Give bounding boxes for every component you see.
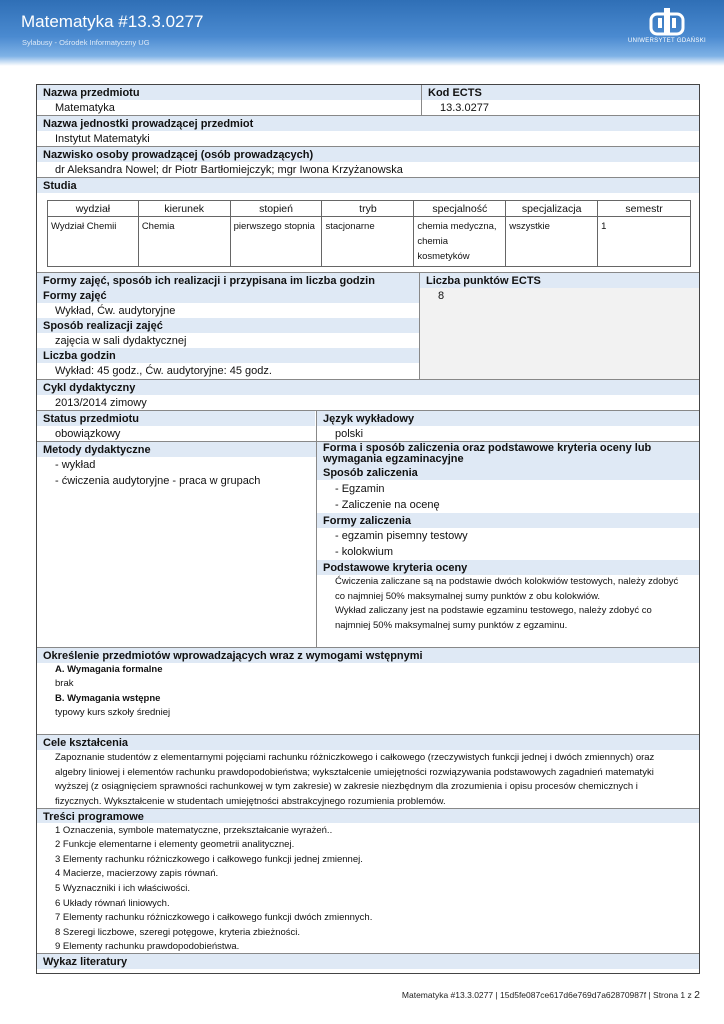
program-label: Treści programowe [37, 809, 699, 823]
studia-table [47, 200, 691, 267]
col-specjalnosc: specjalność [414, 201, 506, 217]
col-kierunek: kierunek [138, 201, 230, 217]
assessment-label: Forma i sposób zaliczenia oraz podstawowe kryteria oceny lub wymagania egzaminacyjne [317, 442, 699, 465]
assessment-way-item-1: - Egzamin [335, 483, 385, 495]
col-stopien: stopień [230, 201, 322, 217]
page-title: Matematyka #13.3.0277 [21, 12, 204, 31]
entry-req-value: typowy kurs szkoły średniej [55, 707, 171, 718]
status-label: Status przedmiotu [37, 411, 315, 426]
criteria-line-2: co najmniej 50% maksymalnej sumy punktów z obu kolokwiów. [335, 591, 601, 602]
language-value: polski [335, 428, 364, 440]
course-name: Matematyka [55, 102, 115, 114]
program-item-8: 8 Szeregi liczbowe, szeregi potęgowe, kryteria zbieżności. [55, 927, 301, 938]
footer-text: Matematyka #13.3.0277 | 15d5fe087ce617d6e769d7a62870987f | Strona 1 z [401, 990, 692, 1000]
ects-points: 8 [438, 290, 445, 302]
program-item-4: 4 Macierze, macierzowy zapis równań. [55, 868, 219, 879]
forms-label: Formy zajęć, sposób ich realizacji i przypisana im liczba godzin [37, 273, 419, 288]
methods-label: Metody dydaktyczne [37, 442, 316, 457]
forms-method-label: Sposób realizacji zajęć [37, 318, 419, 333]
cycle-label: Cykl dydaktyczny [37, 380, 699, 395]
assessment-forms-item-1: - egzamin pisemny testowy [335, 530, 468, 542]
assessment-criteria-label: Podstawowe kryteria oceny [317, 560, 699, 575]
methods-item-2: - ćwiczenia audytoryjne - praca w grupach [55, 475, 261, 487]
university-logo [622, 6, 712, 52]
assessment-way-item-2: - Zaliczenie na ocenę [335, 499, 440, 511]
logo-text: UNIWERSYTET GDAŃSKI [628, 38, 706, 44]
goals-line-2: algebry liniowej i elementów rachunku prawdopodobieństwa; wykształcenie umiejętności rozwiązywania podstawowych zagadnień matematyki [55, 767, 654, 778]
page-header-banner [0, 0, 724, 66]
unit-label: Nazwa jednostki prowadzącej przedmiot [37, 116, 699, 131]
teachers-label: Nazwisko osoby prowadzącej (osób prowadzących) [37, 147, 699, 162]
studia-label: Studia [37, 178, 699, 193]
unit-value: Instytut Matematyki [55, 133, 150, 145]
formal-req-label: A. Wymagania formalne [55, 664, 163, 675]
forms-method: zajęcia w sali dydaktycznej [55, 335, 187, 347]
status-value: obowiązkowy [55, 428, 121, 440]
cell-semestr: 1 [598, 217, 691, 267]
goals-line-3: wyższej (z osiągnięciem sprawności rachunkowej w tym zakresie) w zakresie niezbędnym dla zrozumienia i opisu procesów chemicznych i [55, 781, 638, 792]
cell-stopien: pierwszego stopnia [230, 217, 322, 267]
goals-line-4: fizycznych. Wykształcenie w studentach umiejętności abstrakcyjnego rozumienia problemów. [55, 796, 446, 807]
forms-hours-label: Liczba godzin [37, 348, 419, 363]
program-item-9: 9 Elementy rachunku prawdopodobieństwa. [55, 941, 240, 952]
footer-page-total: 2 [694, 989, 700, 1001]
goals-label: Cele kształcenia [37, 735, 699, 750]
cell-tryb: stacjonarne [322, 217, 414, 267]
methods-item-1: - wykład [55, 459, 96, 471]
cell-specjalnosc: chemia medyczna, chemia kosmetyków [414, 217, 506, 267]
page-footer [402, 989, 700, 1001]
page-subtitle: Sylabusy - Ośrodek Informatyczny UG [22, 38, 150, 47]
ects-code-label: Kod ECTS [422, 85, 699, 100]
program-item-3: 3 Elementy rachunku różniczkowego i całkowego funkcji jednej zmiennej. [55, 854, 363, 865]
teachers-value: dr Aleksandra Nowel; dr Piotr Bartłomiejczyk; mgr Iwona Krzyżanowska [55, 164, 403, 176]
criteria-line-4: najmniej 50% maksymalnej sumy punktów z egzaminu. [335, 620, 568, 631]
program-item-6: 6 Układy równań liniowych. [55, 898, 170, 909]
cell-wydzial: Wydział Chemii [48, 217, 139, 267]
program-item-2: 2 Funkcje elementarne i elementy geometrii analitycznej. [55, 839, 295, 850]
forms-types: Wykład, Ćw. audytoryjne [55, 305, 176, 317]
criteria-line-1: Ćwiczenia zaliczane są na podstawie dwóch kolokwiów testowych, należy zdobyć [335, 576, 679, 587]
col-wydzial: wydział [48, 201, 139, 217]
program-item-7: 7 Elementy rachunku różniczkowego i całkowego funkcji dwóch zmiennych. [55, 912, 373, 923]
col-semestr: semestr [598, 201, 691, 217]
criteria-line-3: Wykład zaliczany jest na podstawie egzaminu testowego, należy zdobyć co [335, 605, 652, 616]
prerequisites-label: Określenie przedmiotów wprowadzających wraz z wymogami wstępnymi [37, 648, 699, 663]
assessment-forms-item-2: - kolokwium [335, 546, 394, 558]
col-specjalizacja: specjalizacja [506, 201, 598, 217]
table-row [48, 217, 691, 267]
ects-code: 13.3.0277 [440, 102, 489, 114]
formal-req-value: brak [55, 678, 74, 689]
program-item-1: 1 Oznaczenia, symbole matematyczne, przekształcanie wyrażeń.. [55, 825, 333, 836]
program-item-5: 5 Wyznaczniki i ich właściwości. [55, 883, 191, 894]
forms-types-label: Formy zajęć [37, 288, 419, 303]
ug-logo-icon [649, 6, 685, 36]
assessment-way-label: Sposób zaliczenia [317, 465, 699, 480]
studia-header-row [48, 201, 691, 217]
ects-points-label: Liczba punktów ECTS [420, 273, 699, 288]
syllabus-document [36, 84, 700, 974]
cell-kierunek: Chemia [138, 217, 230, 267]
forms-hours: Wykład: 45 godz., Ćw. audytoryjne: 45 godz. [55, 365, 272, 377]
language-label: Język wykładowy [317, 411, 699, 426]
col-tryb: tryb [322, 201, 414, 217]
cell-specjalizacja: wszystkie [506, 217, 598, 267]
course-name-label: Nazwa przedmiotu [37, 85, 421, 100]
assessment-forms-label: Formy zaliczenia [317, 513, 699, 528]
goals-line-1: Zapoznanie studentów z elementarnymi pojęciami rachunku różniczkowego i całkowego (rzeczywistych funkcji jednej i dwóch zmiennych) oraz [55, 752, 655, 763]
literature-label: Wykaz literatury [37, 954, 699, 969]
entry-req-label: B. Wymagania wstępne [55, 693, 161, 704]
cycle-value: 2013/2014 zimowy [55, 397, 147, 409]
